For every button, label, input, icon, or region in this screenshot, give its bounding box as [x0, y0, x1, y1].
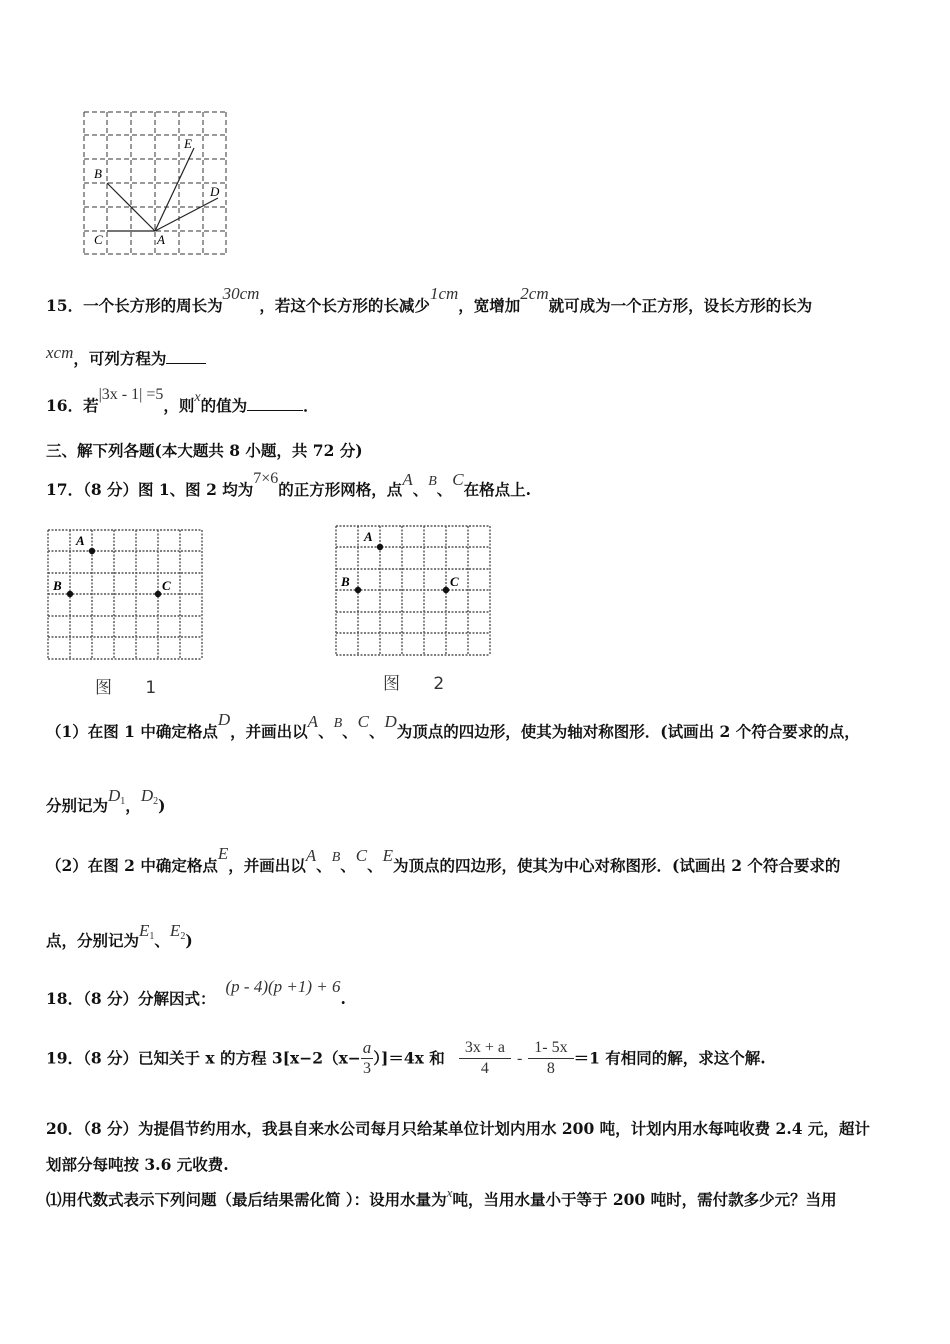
figure-2-caption: 图 2 — [383, 674, 459, 694]
segment-ae — [155, 148, 194, 231]
point-c — [155, 591, 161, 597]
segment-ab — [107, 183, 155, 231]
label-c: C — [94, 232, 103, 247]
answer-blank-16 — [247, 395, 303, 411]
question-17-part2-line2: 点，分别记为$E_1$、$E_2$) — [46, 921, 193, 950]
point-a-label: A — [76, 533, 85, 548]
point-b-label: B — [341, 574, 350, 589]
fraction-a-over-3: $\frac{a}{3}$ — [362, 1038, 372, 1077]
question-16: 16．若|3x - 1| =5，则x的值为 ． — [46, 386, 319, 415]
answer-blank-15 — [166, 348, 206, 364]
point-b-label: B — [53, 578, 62, 593]
question-17-stem: 17．（8 分）图 1、图 2 均为7×6的正方形网格，点A、B、C在格点上. — [46, 470, 532, 499]
grid-figure-2 — [332, 522, 494, 660]
angle-grid-figure — [80, 108, 232, 260]
question-17-part1-line2: 分别记为$D_1$，$D_2$) — [46, 786, 166, 815]
segment-ad — [155, 198, 218, 231]
label-b: B — [94, 166, 102, 181]
question-17-part1-line1: （1）在图 1 中确定格点D，并画出以A、B、C、D为顶点的四边形，使其为轴对称图形．(试画出 2 个符合要求的点， — [46, 710, 860, 741]
question-15-line2: xcm，可列方程为 — [46, 348, 206, 369]
question-17-part2-line1: （2）在图 2 中确定格点E，并画出以A、B、C、E为顶点的四边形，使其为中心对称图形．(试画出 2 个符合要求的 — [46, 844, 841, 875]
question-15-line1: 15．一个长方形的周长为30cm，若这个长方形的长减少1cm，宽增加2cm就可成为一个正方形，设长方形的长为 — [46, 284, 813, 315]
fraction-3x-plus-a-over-4: $\frac{3x + a}{4}$ — [459, 1038, 511, 1079]
point-c-label: C — [450, 574, 459, 589]
fraction-1-minus-5x-over-8: $\frac{1- 5x}{8}$ — [528, 1038, 573, 1079]
point-a-label: A — [364, 529, 373, 544]
question-19: 19．（8 分）已知关于 x 的方程 3[x−2（x− $\frac{a}{3}$ ）]＝4x 和 $\frac{3x + a}{4}$ - $\frac{1- 5x}{8}$ ＝1 有相同的解，求这个解. — [46, 1038, 766, 1077]
question-18: 18．（8 分）分解因式：(p - 4)(p +1) + 6. — [46, 977, 346, 1008]
point-c — [443, 587, 449, 593]
section-heading: 三、解下列各题(本大题共 8 小题，共 72 分) — [46, 441, 363, 460]
question-20-line2: 划部分每吨按 3.6 元收费. — [46, 1155, 229, 1174]
label-d: D — [210, 184, 220, 199]
point-a — [377, 544, 383, 550]
point-a — [89, 548, 95, 554]
question-20-part1: ⑴用代数式表示下列问题（最后结果需化简 ）：设用水量为$^x$吨，当用水量小于等于 200 吨时，需付款多少元？当用 — [46, 1185, 837, 1209]
point-c-label: C — [162, 578, 171, 593]
grid-figure-1 — [44, 526, 206, 664]
label-e: E — [184, 136, 192, 151]
figure-1-caption: 图 1 — [95, 678, 171, 698]
point-b — [67, 591, 73, 597]
point-b — [355, 587, 361, 593]
label-a: A — [157, 232, 165, 247]
question-20-line1: 20．（8 分）为提倡节约用水，我县自来水公司每月只给某单位计划内用水 200 吨，计划内用水每吨收费 2.4 元，超计 — [46, 1119, 870, 1138]
